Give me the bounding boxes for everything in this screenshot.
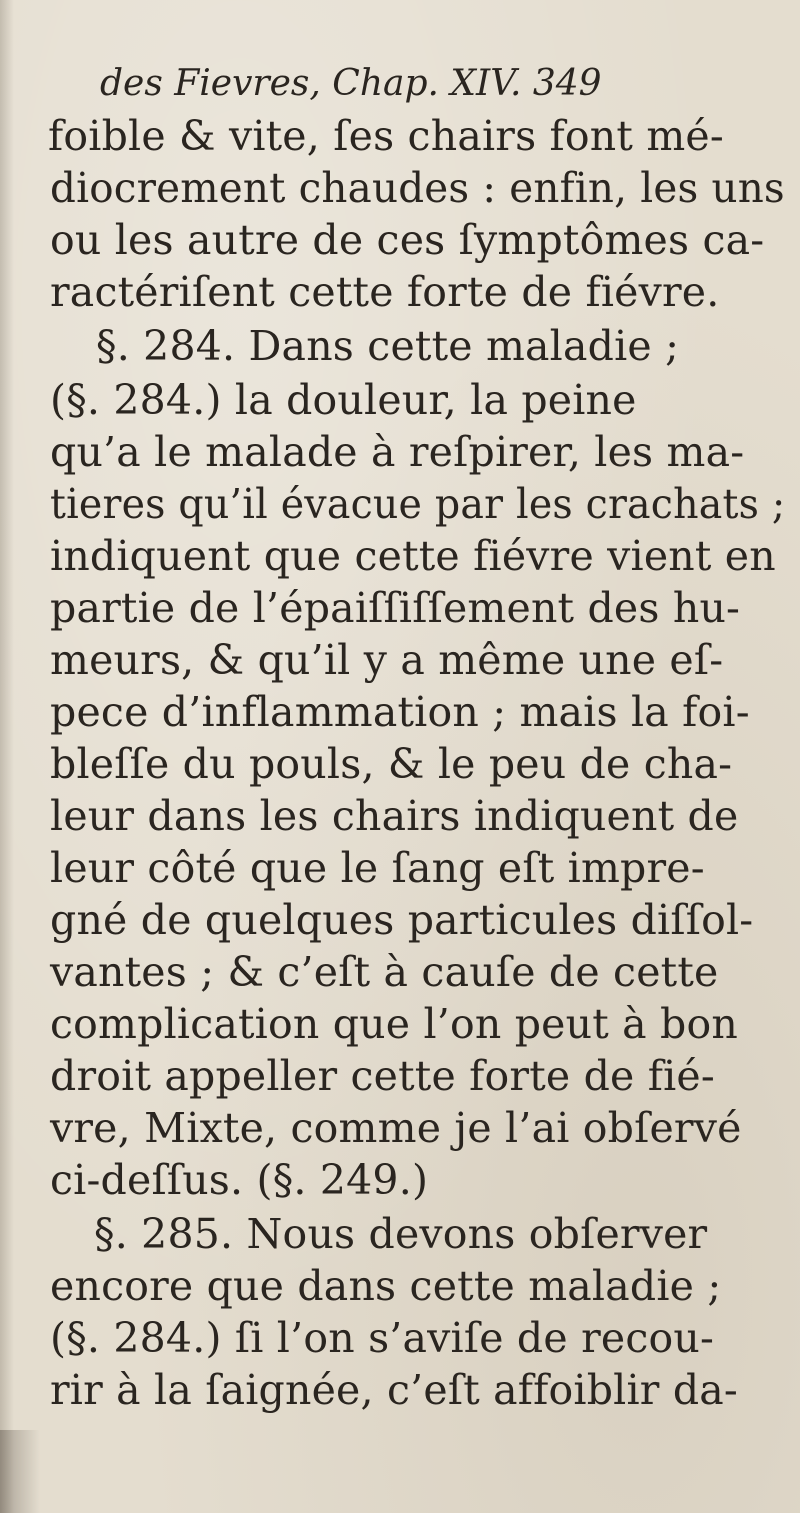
text-line: ractériſent cette forte de fiévre. [50,268,720,316]
text-line: foible & vite, ſes chairs font mé- [48,112,724,160]
text-line: encore que dans cette maladie ; [50,1262,722,1310]
text-line: §. 284. Dans cette maladie ; [96,322,680,370]
text-line: indiquent que cette fiévre vient en [50,532,776,580]
text-line: vre, Mixte, comme je l’ai obſervé [50,1104,742,1152]
text-line: complication que l’on peut à bon [50,1000,738,1048]
text-line: meurs, & qu’il y a même une eſ- [50,636,724,684]
text-line: pece d’inflammation ; mais la foi- [50,688,750,736]
text-line: bleſſe du pouls, & le peu de cha- [50,740,733,788]
text-line: qu’a le malade à reſpirer, les ma- [50,428,745,476]
text-line: (§. 284.) la douleur, la peine [50,376,637,424]
text-line: partie de l’épaiſſiſſement des hu- [50,584,741,632]
text-line: diocrement chaudes : enfin, les uns [50,164,785,212]
text-line: leur côté que le ſang eſt impre- [50,844,705,892]
text-line: droit appeller cette forte de fié- [50,1052,715,1100]
text-line: tieres qu’il évacue par les crachats ; [50,480,786,528]
running-head: des Fievres, Chap. XIV. 349 [100,63,602,104]
page-edge-shadow [0,0,14,1513]
text-line: ci-deſſus. (§. 249.) [50,1156,429,1204]
text-line: vantes ; & c’eſt à cauſe de cette [50,948,719,996]
text-line: ou les autre de ces ſymptômes ca- [50,216,765,264]
text-line: §. 285. Nous devons obſerver [94,1210,708,1258]
text-line: leur dans les chairs indiquent de [50,792,739,840]
text-line: rir à la ſaignée, c’eſt affoiblir da- [50,1366,738,1414]
text-line: (§. 284.) ſi l’on s’aviſe de recou- [50,1314,715,1362]
text-line: gné de quelques particules diſſol- [50,896,754,944]
page-corner-shadow [0,1430,40,1513]
